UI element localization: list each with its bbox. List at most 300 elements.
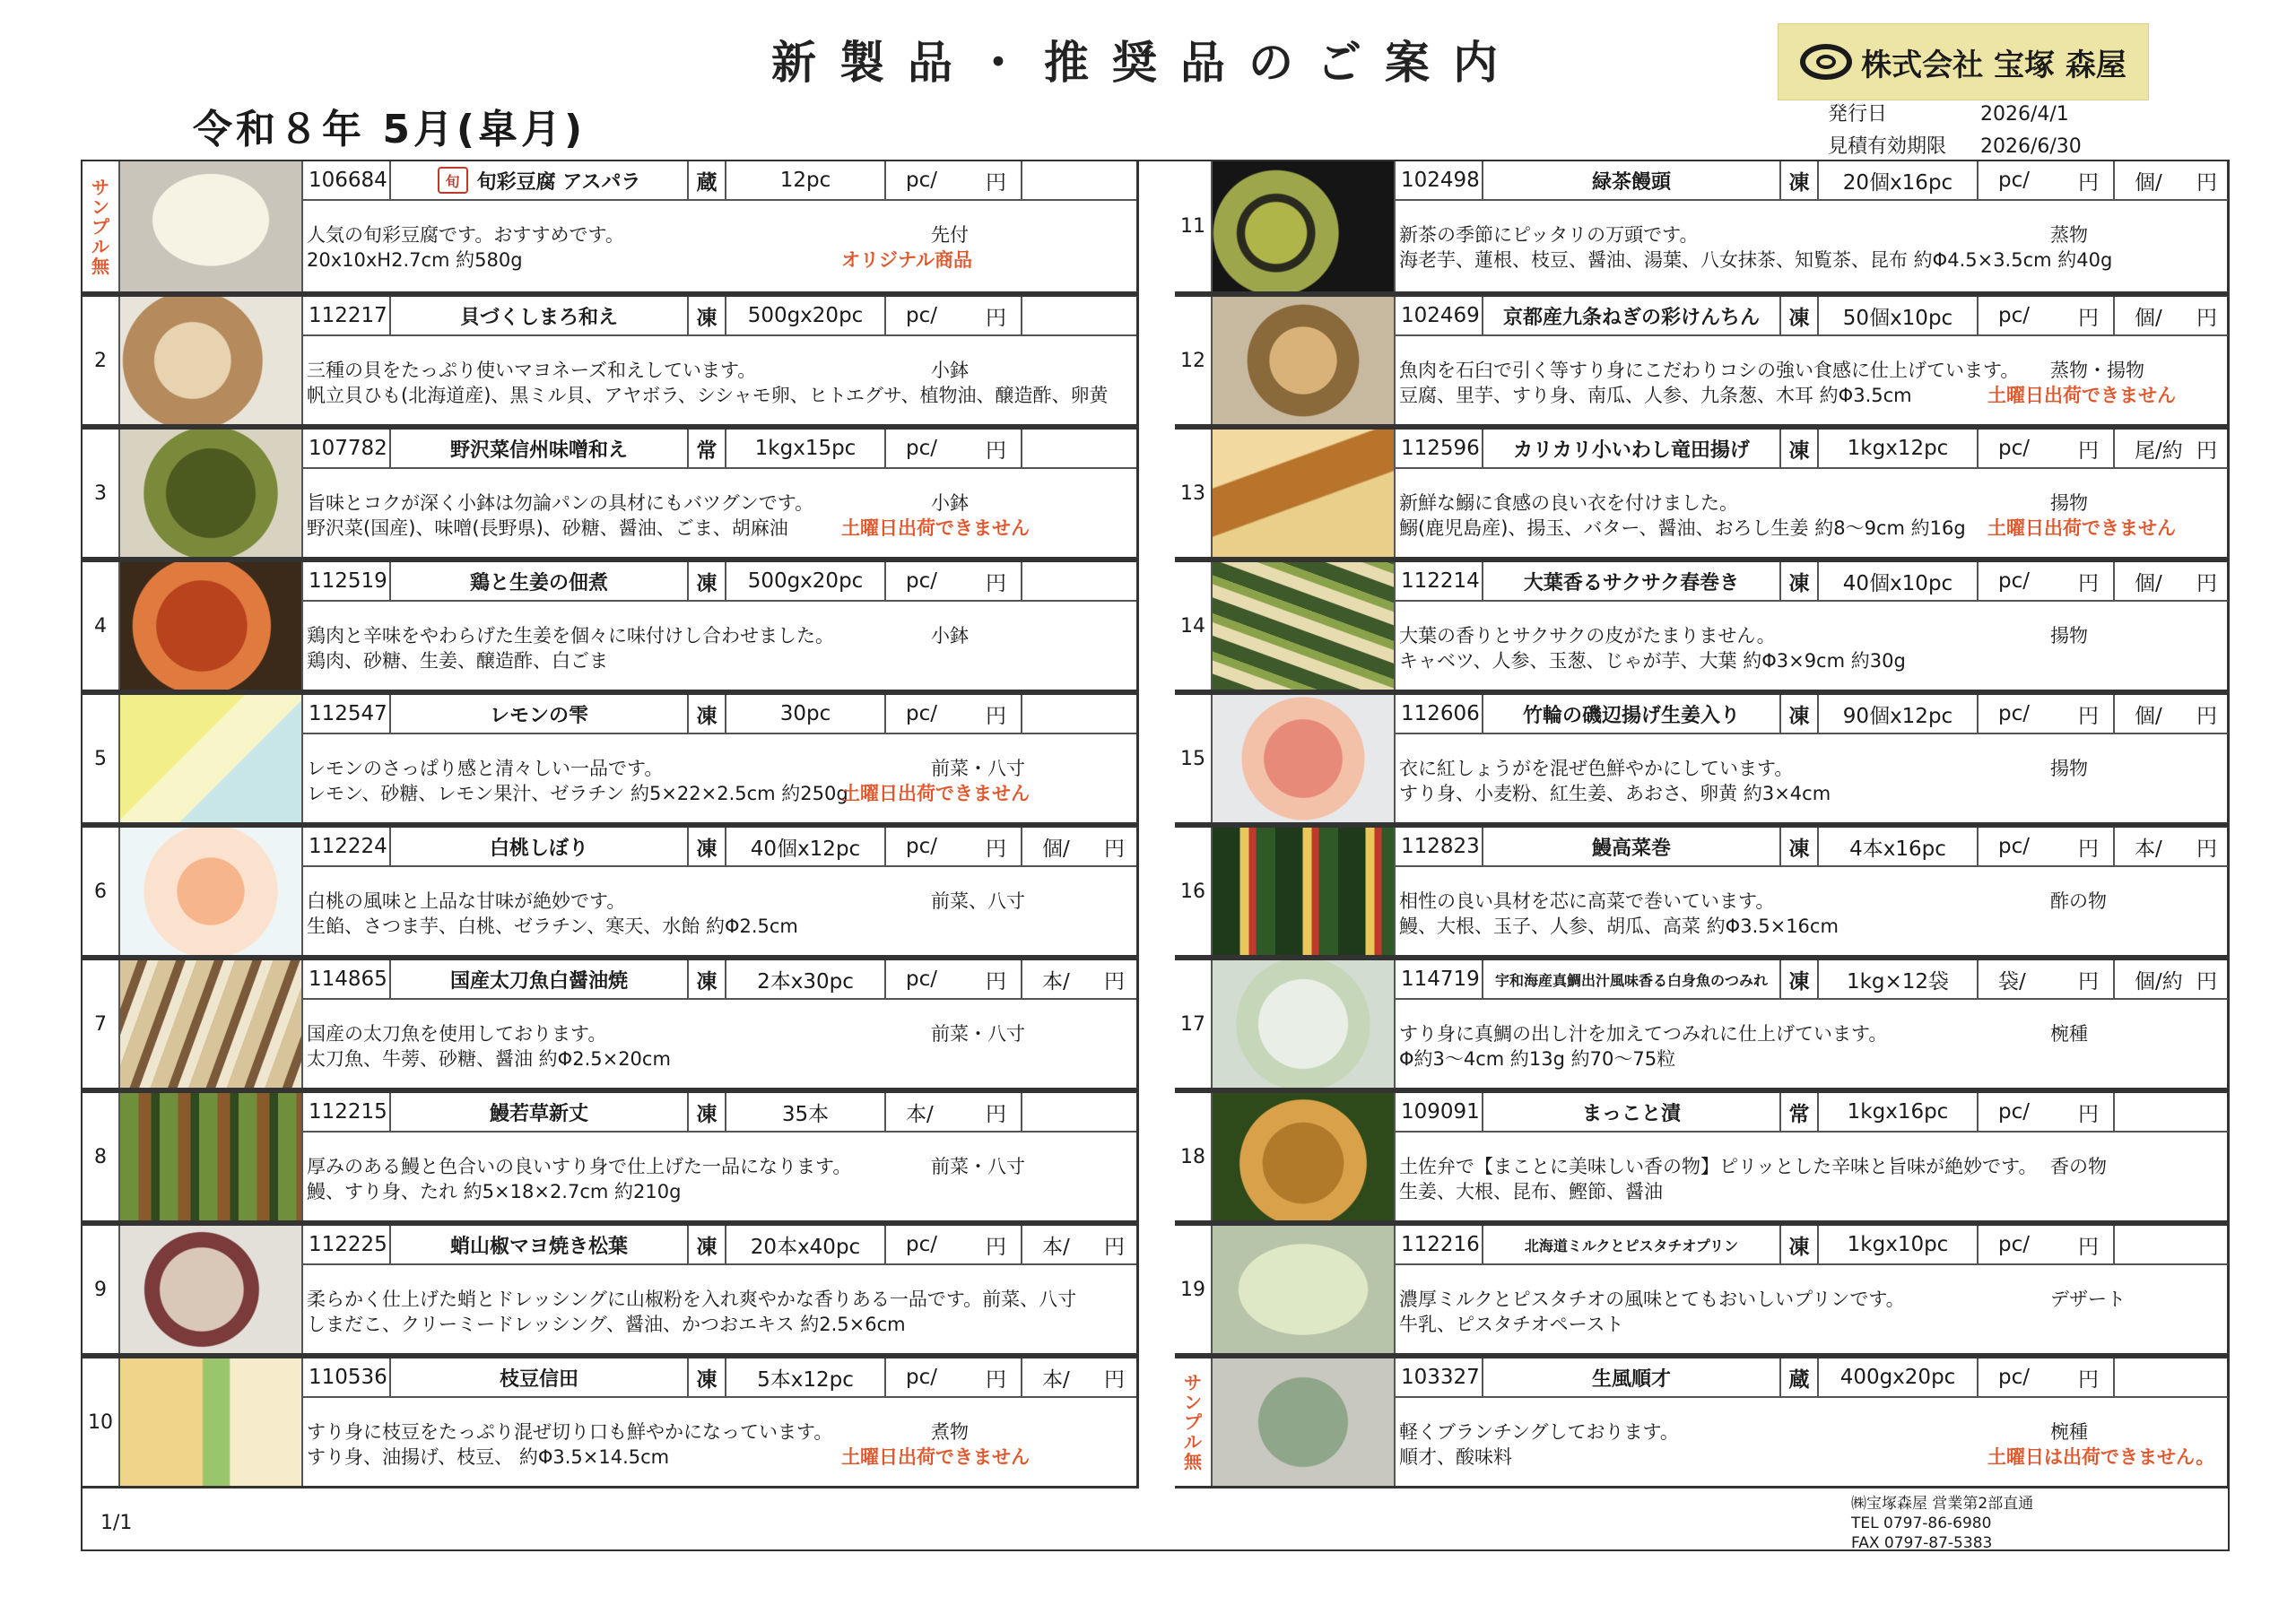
product-code: 112519 — [303, 562, 391, 600]
issue-date: 2026/4/1 — [1980, 103, 2069, 126]
product-row — [83, 1223, 1139, 1356]
pack-size: 400gx20pc — [1819, 1358, 1979, 1396]
product-photo-image — [120, 430, 301, 557]
product-photo — [1213, 297, 1396, 424]
unit-price-field — [1979, 161, 2115, 199]
valid-date: 2026/6/30 — [1980, 135, 2082, 158]
piece-price-field — [1022, 430, 1135, 467]
valid-date-label: 見積有効期限 — [1828, 135, 1947, 158]
product-details — [1396, 1093, 2228, 1220]
description-line: 軽くブランチングしております。 — [1399, 1421, 1679, 1443]
product-photo-image — [1213, 960, 1394, 1088]
product-name — [1483, 1226, 1781, 1263]
piece-price-field — [1022, 960, 1135, 998]
product-header — [303, 297, 1136, 336]
product-name — [391, 1093, 689, 1131]
unit-price-field — [886, 430, 1022, 467]
product-name — [1483, 1358, 1781, 1396]
yen-label: 円 — [2078, 306, 2099, 330]
product-row — [1175, 427, 2230, 560]
description-line: 相性の良い具材を芯に高菜で巻いています。 — [1399, 890, 1775, 912]
product-row — [83, 825, 1139, 958]
ingredients-line: 鶏肉、砂糖、生姜、醸造酢、白ごま — [307, 650, 608, 672]
yen-label: 円 — [2078, 704, 2099, 728]
product-name — [1483, 1093, 1781, 1131]
unit-price-field — [886, 297, 1022, 334]
yen-label: 円 — [986, 837, 1006, 861]
product-row — [83, 692, 1139, 825]
menu-category: 椀種 — [2050, 1023, 2088, 1045]
unit-price-field — [1979, 430, 2115, 467]
pack-size: 1kgx16pc — [1819, 1093, 1979, 1131]
product-photo — [120, 1093, 303, 1220]
unit-label: 個/ — [2135, 571, 2162, 595]
product-name-text: 貝づくしまろ和え — [459, 306, 618, 329]
unit-label: pc/ — [906, 169, 937, 192]
storage-type: 凍 — [689, 562, 726, 600]
product-name — [1483, 297, 1781, 334]
product-photo-image — [120, 161, 301, 291]
product-code: 102498 — [1396, 161, 1483, 199]
ingredients-line: 順才、酸味料 — [1399, 1446, 1512, 1468]
product-code: 112224 — [303, 828, 391, 865]
product-description — [1396, 1265, 2228, 1353]
piece-price-field — [1022, 828, 1135, 865]
ingredients-line: 太刀魚、牛蒡、砂糖、醤油 約Φ2.5×20cm — [307, 1048, 671, 1070]
piece-price-field — [2115, 297, 2228, 334]
product-photo — [120, 960, 303, 1088]
product-name-text: 緑茶饅頭 — [1591, 170, 1671, 194]
menu-category: 揚物 — [2050, 492, 2088, 514]
product-description — [303, 734, 1136, 822]
description-line: 大葉の香りとサクサクの皮がたまりません。 — [1399, 625, 1776, 647]
description-line: 新鮮な鰯に食感の良い衣を付けました。 — [1399, 492, 1738, 514]
piece-price-field — [1022, 297, 1135, 334]
unit-label: pc/ — [1998, 1233, 2030, 1256]
storage-type: 凍 — [689, 695, 726, 733]
product-row — [83, 161, 1139, 294]
piece-price-field — [1022, 1226, 1135, 1263]
yen-label: 円 — [2078, 1102, 2099, 1126]
page-number: 1/1 — [100, 1512, 133, 1534]
unit-label: 本/ — [906, 1102, 934, 1126]
product-name-text: 旬彩豆腐 アスパラ — [476, 170, 641, 194]
product-number: 3 — [83, 430, 120, 557]
yen-label: 円 — [986, 969, 1006, 994]
ingredients-line: キャベツ、人参、玉葱、じゃが芋、大葉 約Φ3×9cm 約30g — [1399, 650, 1906, 672]
product-name-text: 北海道ミルクとピスタチオプリン — [1524, 1237, 1739, 1254]
ingredients-line: 生餡、さつま芋、白桃、ゼラチン、寒天、水飴 約Φ2.5cm — [307, 916, 798, 937]
product-column-left — [83, 161, 1139, 1488]
shipping-note: 土曜日出荷できません — [841, 517, 1030, 539]
product-details — [303, 828, 1136, 955]
product-details — [303, 1358, 1136, 1486]
ingredients-line: 生姜、大根、昆布、鰹節、醤油 — [1399, 1181, 1663, 1202]
menu-category: 香の物 — [2050, 1156, 2107, 1177]
product-row — [1175, 958, 2230, 1090]
product-photo-image — [1213, 1226, 1394, 1353]
sample-label-char: プ — [91, 215, 109, 238]
product-header — [303, 562, 1136, 602]
yen-label: 円 — [2078, 571, 2099, 595]
yen-label: 円 — [1104, 1235, 1125, 1259]
storage-type: 凍 — [689, 1226, 726, 1263]
company-logo — [1778, 23, 2149, 100]
product-photo-image — [1213, 430, 1394, 557]
description-line: 旨味とコクが深く小鉢は勿論パンの具材にもバツグンです。 — [307, 492, 814, 514]
product-details — [1396, 695, 2228, 822]
product-name — [391, 297, 689, 334]
storage-type: 凍 — [1781, 828, 1819, 865]
description-line: 魚肉を石臼で引く等すり身にこだわりコシの強い食感に仕上げています。 — [1399, 360, 2020, 381]
sample-label-char: 無 — [91, 255, 109, 277]
product-number: 19 — [1175, 1226, 1213, 1353]
product-name — [1483, 161, 1781, 199]
pack-size: 1kgx12pc — [1819, 430, 1979, 467]
product-details — [1396, 430, 2228, 557]
unit-price-field — [1979, 1358, 2115, 1396]
product-details — [1396, 161, 2228, 291]
product-header — [303, 1093, 1136, 1133]
product-header — [1396, 1093, 2228, 1133]
ingredients-line: 鰻、すり身、たれ 約5×18×2.7cm 約210g — [307, 1181, 682, 1202]
product-row — [1175, 560, 2230, 692]
unit-label: 本/ — [2135, 837, 2162, 861]
product-row — [83, 294, 1139, 427]
product-photo — [120, 562, 303, 690]
menu-category: 小鉢 — [931, 360, 969, 381]
product-code: 112217 — [303, 297, 391, 334]
yen-label: 円 — [2196, 969, 2217, 994]
product-name-text: 蛸山椒マヨ焼き松葉 — [449, 1235, 628, 1258]
storage-type: 凍 — [689, 1093, 726, 1131]
product-number: 11 — [1175, 161, 1213, 291]
product-photo — [1213, 960, 1396, 1088]
unit-price-field — [886, 1093, 1022, 1131]
product-photo — [1213, 161, 1396, 291]
product-name-text: カリカリ小いわし竜田揚げ — [1513, 438, 1750, 462]
product-name — [391, 161, 689, 199]
product-photo — [1213, 430, 1396, 557]
product-header — [1396, 695, 2228, 734]
sample-label-char: サ — [1184, 1372, 1202, 1393]
piece-price-field — [1022, 161, 1135, 199]
product-code: 112214 — [1396, 562, 1483, 600]
yen-label: 円 — [2078, 969, 2099, 994]
product-photo-image — [120, 562, 301, 690]
product-description — [303, 1133, 1136, 1220]
product-name — [391, 828, 689, 865]
product-code: 106684 — [303, 161, 391, 199]
unit-label: pc/ — [1998, 835, 2030, 858]
pack-size: 20個x16pc — [1819, 161, 1979, 199]
description-line: レモンのさっぱり感と清々しい一品です。 — [307, 758, 664, 779]
yen-label: 円 — [2078, 1367, 2099, 1392]
product-row — [1175, 825, 2230, 958]
piece-price-field — [1022, 562, 1135, 600]
product-header — [303, 828, 1136, 867]
product-name — [391, 562, 689, 600]
unit-label: pc/ — [906, 304, 937, 327]
product-details — [1396, 828, 2228, 955]
product-header — [1396, 960, 2228, 1000]
description-line: 白桃の風味と上品な甘味が絶妙です。 — [307, 890, 626, 912]
product-photo-image — [1213, 695, 1394, 822]
product-description — [303, 1265, 1136, 1353]
shipping-note: 土曜日は出荷できません。 — [1987, 1446, 2215, 1468]
unit-label: pc/ — [1998, 437, 2030, 460]
yen-label: 円 — [2196, 170, 2217, 195]
ingredients-line: すり身、油揚げ、枝豆、 約Φ3.5×14.5cm — [307, 1446, 670, 1468]
product-code: 112547 — [303, 695, 391, 733]
menu-category: 蒸物 — [2050, 224, 2088, 246]
piece-price-field — [2115, 430, 2228, 467]
unit-label: 個/約 — [2135, 969, 2183, 994]
product-name — [1483, 562, 1781, 600]
product-code: 112215 — [303, 1093, 391, 1131]
company-contact — [1851, 1494, 2033, 1553]
unit-label: pc/ — [906, 437, 937, 460]
product-code: 114719 — [1396, 960, 1483, 998]
unit-label: 個/ — [2135, 306, 2162, 330]
product-photo-image — [1213, 562, 1394, 690]
yen-label: 円 — [986, 438, 1006, 463]
product-description — [303, 1398, 1136, 1486]
piece-price-field — [2115, 1093, 2228, 1131]
product-name-text: 野沢菜信州味噌和え — [449, 438, 628, 462]
product-column-right — [1175, 161, 2230, 1488]
storage-type: 凍 — [1781, 1226, 1819, 1263]
menu-category: 揚物 — [2050, 625, 2088, 647]
yen-label: 円 — [986, 571, 1006, 595]
product-row — [1175, 1223, 2230, 1356]
product-name-text: 鰻高菜巻 — [1591, 837, 1671, 860]
product-number: 12 — [1175, 297, 1213, 424]
product-photo-image — [1213, 1358, 1394, 1486]
product-description — [303, 867, 1136, 955]
unit-price-field — [1979, 297, 2115, 334]
piece-price-field — [2115, 828, 2228, 865]
pack-size: 30pc — [726, 695, 886, 733]
product-row — [83, 560, 1139, 692]
product-number: 18 — [1175, 1093, 1213, 1220]
description-line: 柔らかく仕上げた蛸とドレッシングに山椒粉を入れ爽やかな香りある一品です。前菜、八寸 — [307, 1289, 1077, 1310]
shipping-note: 土曜日出荷できません — [841, 1446, 1030, 1468]
description-line: 鶏肉と辛味をやわらげた生姜を個々に味付けし合わせました。 — [307, 625, 834, 647]
product-code: 112606 — [1396, 695, 1483, 733]
yen-label: 円 — [2078, 837, 2099, 861]
menu-category: デザート — [2050, 1289, 2126, 1310]
product-name-text: 鰻若草新丈 — [489, 1102, 588, 1125]
unit-price-field — [886, 562, 1022, 600]
shipping-note: 土曜日出荷できません — [841, 783, 1030, 804]
product-description — [1396, 734, 2228, 822]
menu-category: 小鉢 — [931, 625, 969, 647]
product-row — [1175, 692, 2230, 825]
product-header — [1396, 430, 2228, 469]
product-row — [1175, 1090, 2230, 1223]
product-number: 9 — [83, 1226, 120, 1353]
menu-category: 揚物 — [2050, 758, 2088, 779]
product-details — [303, 430, 1136, 557]
menu-category: 蒸物・揚物 — [2050, 360, 2144, 381]
unit-label: pc/ — [906, 1366, 937, 1389]
product-details — [303, 695, 1136, 822]
product-row — [83, 427, 1139, 560]
menu-category: 前菜・八寸 — [931, 1156, 1025, 1177]
product-name-text: 生風順才 — [1591, 1367, 1671, 1391]
storage-type: 凍 — [689, 960, 726, 998]
sample-label-char: サ — [91, 176, 109, 198]
yen-label: 円 — [986, 1102, 1006, 1126]
product-description — [303, 336, 1136, 424]
unit-label: 個/ — [2135, 704, 2162, 728]
storage-type: 凍 — [1781, 297, 1819, 334]
pack-size: 40個x12pc — [726, 828, 886, 865]
product-description — [1396, 469, 2228, 557]
product-photo — [120, 161, 303, 291]
product-photo-image — [120, 695, 301, 822]
yen-label: 円 — [986, 704, 1006, 728]
unit-price-field — [1979, 695, 2115, 733]
pack-size: 40個x10pc — [1819, 562, 1979, 600]
yen-label: 円 — [2196, 837, 2217, 861]
unit-label: pc/ — [1998, 304, 2030, 327]
unit-price-field — [1979, 960, 2115, 998]
menu-category: 先付 — [931, 224, 969, 246]
product-description — [1396, 1398, 2228, 1486]
product-photo — [1213, 1358, 1396, 1486]
product-name-text: 大葉香るサクサク春巻き — [1523, 571, 1740, 595]
product-header — [1396, 562, 2228, 602]
yen-label: 円 — [2078, 1235, 2099, 1259]
storage-type: 蔵 — [1781, 1358, 1819, 1396]
ingredients-line: 鰻、大根、玉子、人参、胡瓜、高菜 約Φ3.5×16cm — [1399, 916, 1839, 937]
yen-label: 円 — [986, 1367, 1006, 1392]
storage-type: 常 — [689, 430, 726, 467]
piece-price-field — [2115, 1226, 2228, 1263]
product-code: 109091 — [1396, 1093, 1483, 1131]
product-photo — [1213, 1093, 1396, 1220]
product-name-text: 鶏と生姜の佃煮 — [469, 571, 608, 595]
issue-info — [1828, 99, 2082, 163]
product-details — [303, 1093, 1136, 1220]
product-row — [1175, 1356, 2230, 1488]
product-details — [303, 562, 1136, 690]
yen-label: 円 — [2196, 438, 2217, 463]
product-details — [303, 960, 1136, 1088]
product-code: 112225 — [303, 1226, 391, 1263]
product-description — [1396, 336, 2228, 424]
sample-label-char: プ — [1184, 1411, 1202, 1433]
product-name — [1483, 960, 1781, 998]
piece-price-field — [2115, 960, 2228, 998]
unit-label: 個/ — [2135, 170, 2162, 195]
piece-price-field — [1022, 1358, 1135, 1396]
yen-label: 円 — [1104, 969, 1125, 994]
description-line: 衣に紅しょうがを混ぜ色鮮やかにしています。 — [1399, 758, 1794, 779]
description-line: 三種の貝をたっぷり使いマヨネーズ和えしています。 — [307, 360, 757, 381]
product-number: 10 — [83, 1358, 120, 1486]
pack-size: 2本x30pc — [726, 960, 886, 998]
product-name-text: 白桃しぼり — [489, 837, 588, 860]
product-code: 102469 — [1396, 297, 1483, 334]
unit-price-field — [1979, 828, 2115, 865]
unit-label: pc/ — [1998, 569, 2030, 593]
product-photo-image — [120, 960, 301, 1088]
storage-type: 凍 — [1781, 960, 1819, 998]
product-row — [83, 1356, 1139, 1488]
sample-label-char: ル — [1184, 1431, 1202, 1453]
product-number: 8 — [83, 1093, 120, 1220]
product-name — [391, 960, 689, 998]
product-photo-image — [120, 1226, 301, 1353]
storage-type: 凍 — [689, 297, 726, 334]
yen-label: 円 — [986, 1235, 1006, 1259]
unit-price-field — [886, 960, 1022, 998]
yen-label: 円 — [986, 306, 1006, 330]
product-name-text: 枝豆信田 — [499, 1367, 578, 1391]
ingredients-line: すり身、小麦粉、紅生姜、あおさ、卵黄 約3×4cm — [1399, 783, 1831, 804]
ingredients-line: レモン、砂糖、レモン果汁、ゼラチン 約5×22×2.5cm 約250g — [307, 783, 848, 804]
product-row — [83, 958, 1139, 1090]
product-code: 112596 — [1396, 430, 1483, 467]
sample-label-char: ン — [1184, 1392, 1202, 1413]
product-header — [1396, 161, 2228, 201]
unit-label: 本/ — [1042, 1235, 1070, 1259]
unit-label: pc/ — [906, 702, 937, 725]
product-description — [303, 602, 1136, 690]
product-name-text: 宇和海産真鯛出汁風味香る白身魚のつみれ — [1494, 971, 1768, 989]
product-number: 4 — [83, 562, 120, 690]
product-name-text: まっこと漬 — [1581, 1102, 1681, 1125]
unit-price-field — [886, 695, 1022, 733]
storage-type: 蔵 — [689, 161, 726, 199]
product-photo — [1213, 828, 1396, 955]
product-name — [391, 1226, 689, 1263]
product-code: 114865 — [303, 960, 391, 998]
product-header — [1396, 1226, 2228, 1265]
description-line: すり身に枝豆をたっぷり混ぜ切り口も鮮やかになっています。 — [307, 1421, 833, 1443]
description-line: 国産の太刀魚を使用しております。 — [307, 1023, 607, 1045]
description-line: 土佐弁で【まことに美味しい香の物】ピリッとした辛味と旨味が絶妙です。 — [1399, 1156, 2038, 1177]
product-header — [303, 430, 1136, 469]
product-description — [1396, 1000, 2228, 1088]
unit-label: 個/ — [1042, 837, 1070, 861]
storage-type: 常 — [1781, 1093, 1819, 1131]
product-photo-image — [120, 828, 301, 955]
menu-category: 椀種 — [2050, 1421, 2088, 1443]
pack-size: 500gx20pc — [726, 562, 886, 600]
pack-size: 50個x10pc — [1819, 297, 1979, 334]
storage-type: 凍 — [1781, 161, 1819, 199]
product-description — [303, 469, 1136, 557]
ingredients-line: 野沢菜(国産)、味噌(長野県)、砂糖、醤油、ごま、胡麻油 — [307, 517, 788, 539]
product-description — [1396, 201, 2228, 291]
product-description — [1396, 602, 2228, 690]
unit-label: pc/ — [1998, 702, 2030, 725]
product-photo — [120, 1226, 303, 1353]
product-header — [303, 1226, 1136, 1265]
unit-label: 本/ — [1042, 1367, 1070, 1392]
shipping-note: 土曜日出荷できません — [1987, 517, 2176, 539]
unit-label: pc/ — [906, 1233, 937, 1256]
product-photo — [120, 828, 303, 955]
product-header — [303, 960, 1136, 1000]
ingredients-line: 海老芋、蓮根、枝豆、醤油、湯葉、八女抹茶、知覧茶、昆布 約Φ4.5×3.5cm 約40g — [1399, 249, 2113, 271]
product-details — [1396, 562, 2228, 690]
yen-label: 円 — [2196, 704, 2217, 728]
